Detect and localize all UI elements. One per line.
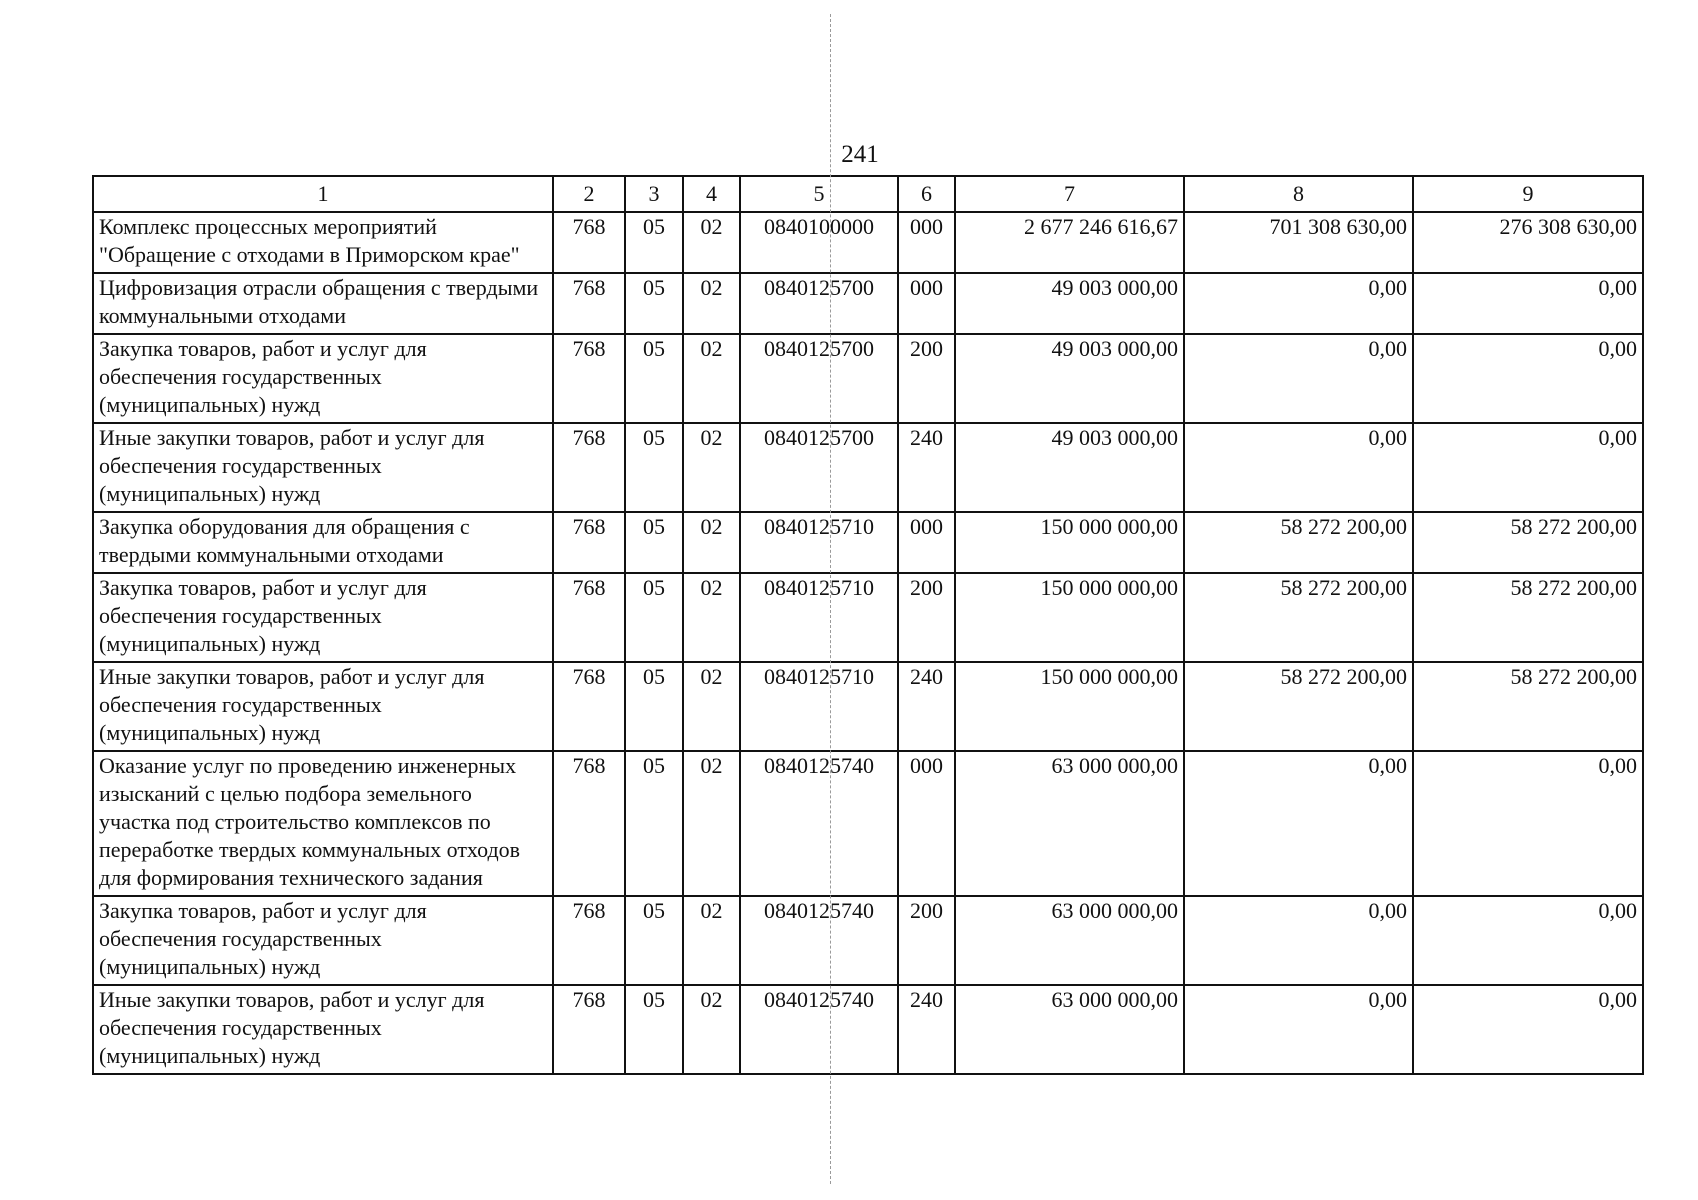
ministry-code: 768: [553, 212, 625, 273]
table-row: [93, 662, 1643, 751]
expense-type-code: 000: [898, 512, 955, 573]
expense-type-code: 000: [898, 751, 955, 896]
amount-col-9: 0,00: [1413, 896, 1643, 985]
target-article-code: 0840125710: [740, 512, 898, 573]
ministry-code: 768: [553, 751, 625, 896]
column-header: 3: [625, 176, 683, 212]
amount-col-9: 0,00: [1413, 334, 1643, 423]
target-article-code: 0840125740: [740, 751, 898, 896]
section-code: 05: [625, 662, 683, 751]
section-code: 05: [625, 512, 683, 573]
target-article-code: 0840100000: [740, 212, 898, 273]
item-name: Цифровизация отрасли обращения с твердыми коммунальными отходами: [93, 273, 553, 334]
amount-col-8: 0,00: [1184, 273, 1413, 334]
subsection-code: 02: [683, 423, 740, 512]
amount-col-7: 150 000 000,00: [955, 573, 1184, 662]
column-header: 4: [683, 176, 740, 212]
amount-col-8: 0,00: [1184, 334, 1413, 423]
subsection-code: 02: [683, 273, 740, 334]
expense-type-code: 200: [898, 334, 955, 423]
table-row: [93, 334, 1643, 423]
column-header: 6: [898, 176, 955, 212]
amount-col-7: 63 000 000,00: [955, 751, 1184, 896]
subsection-code: 02: [683, 985, 740, 1074]
item-name: Закупка товаров, работ и услуг для обеспечения государственных (муниципальных) нужд: [93, 896, 553, 985]
expense-type-code: 200: [898, 896, 955, 985]
amount-col-7: 63 000 000,00: [955, 985, 1184, 1074]
subsection-code: 02: [683, 662, 740, 751]
section-code: 05: [625, 423, 683, 512]
amount-col-9: 0,00: [1413, 751, 1643, 896]
amount-col-9: 0,00: [1413, 273, 1643, 334]
amount-col-9: 0,00: [1413, 423, 1643, 512]
expense-type-code: 240: [898, 985, 955, 1074]
amount-col-8: 0,00: [1184, 985, 1413, 1074]
expense-type-code: 000: [898, 212, 955, 273]
table-row: [93, 573, 1643, 662]
amount-col-7: 49 003 000,00: [955, 423, 1184, 512]
amount-col-9: 58 272 200,00: [1413, 512, 1643, 573]
expense-type-code: 000: [898, 273, 955, 334]
amount-col-8: 58 272 200,00: [1184, 573, 1413, 662]
table-row: [93, 512, 1643, 573]
section-code: 05: [625, 751, 683, 896]
table-row: [93, 273, 1643, 334]
target-article-code: 0840125740: [740, 896, 898, 985]
subsection-code: 02: [683, 751, 740, 896]
ministry-code: 768: [553, 512, 625, 573]
section-code: 05: [625, 334, 683, 423]
amount-col-9: 58 272 200,00: [1413, 573, 1643, 662]
amount-col-9: 58 272 200,00: [1413, 662, 1643, 751]
amount-col-8: 58 272 200,00: [1184, 512, 1413, 573]
amount-col-7: 63 000 000,00: [955, 896, 1184, 985]
amount-col-9: 0,00: [1413, 985, 1643, 1074]
item-name: Закупка товаров, работ и услуг для обеспечения государственных (муниципальных) нужд: [93, 573, 553, 662]
page-number: 241: [841, 141, 879, 168]
amount-col-8: 701 308 630,00: [1184, 212, 1413, 273]
section-code: 05: [625, 985, 683, 1074]
section-code: 05: [625, 212, 683, 273]
fold-line: [830, 14, 831, 1184]
item-name: Иные закупки товаров, работ и услуг для обеспечения государственных (муниципальных) нужд: [93, 662, 553, 751]
column-header: 2: [553, 176, 625, 212]
target-article-code: 0840125740: [740, 985, 898, 1074]
section-code: 05: [625, 896, 683, 985]
target-article-code: 0840125710: [740, 573, 898, 662]
ministry-code: 768: [553, 896, 625, 985]
table-row: [93, 985, 1643, 1074]
item-name: Комплекс процессных мероприятий "Обращение с отходами в Приморском крае": [93, 212, 553, 273]
amount-col-7: 2 677 246 616,67: [955, 212, 1184, 273]
target-article-code: 0840125700: [740, 273, 898, 334]
column-header: 9: [1413, 176, 1643, 212]
column-header: 7: [955, 176, 1184, 212]
subsection-code: 02: [683, 573, 740, 662]
budget-table: [92, 175, 1644, 1075]
subsection-code: 02: [683, 512, 740, 573]
column-header: 1: [93, 176, 553, 212]
expense-type-code: 240: [898, 423, 955, 512]
amount-col-7: 49 003 000,00: [955, 334, 1184, 423]
amount-col-7: 150 000 000,00: [955, 662, 1184, 751]
item-name: Закупка оборудования для обращения с твердыми коммунальными отходами: [93, 512, 553, 573]
amount-col-8: 0,00: [1184, 423, 1413, 512]
item-name: Иные закупки товаров, работ и услуг для обеспечения государственных (муниципальных) нужд: [93, 985, 553, 1074]
expense-type-code: 200: [898, 573, 955, 662]
table-row: [93, 423, 1643, 512]
table-row: [93, 212, 1643, 273]
column-header: 8: [1184, 176, 1413, 212]
section-code: 05: [625, 273, 683, 334]
item-name: Закупка товаров, работ и услуг для обеспечения государственных (муниципальных) нужд: [93, 334, 553, 423]
amount-col-8: 58 272 200,00: [1184, 662, 1413, 751]
item-name: Иные закупки товаров, работ и услуг для обеспечения государственных (муниципальных) нужд: [93, 423, 553, 512]
amount-col-9: 276 308 630,00: [1413, 212, 1643, 273]
ministry-code: 768: [553, 985, 625, 1074]
amount-col-8: 0,00: [1184, 751, 1413, 896]
ministry-code: 768: [553, 334, 625, 423]
amount-col-7: 49 003 000,00: [955, 273, 1184, 334]
section-code: 05: [625, 573, 683, 662]
ministry-code: 768: [553, 273, 625, 334]
amount-col-8: 0,00: [1184, 896, 1413, 985]
item-name: Оказание услуг по проведению инженерных изысканий с целью подбора земельного участка под строительство комплексов по переработке твердых коммунальных отходов для формирования технического задания: [93, 751, 553, 896]
ministry-code: 768: [553, 573, 625, 662]
expense-type-code: 240: [898, 662, 955, 751]
column-header: 5: [740, 176, 898, 212]
table-row: [93, 896, 1643, 985]
target-article-code: 0840125700: [740, 423, 898, 512]
subsection-code: 02: [683, 212, 740, 273]
target-article-code: 0840125700: [740, 334, 898, 423]
target-article-code: 0840125710: [740, 662, 898, 751]
ministry-code: 768: [553, 662, 625, 751]
table-header-row: [93, 176, 1643, 212]
subsection-code: 02: [683, 896, 740, 985]
subsection-code: 02: [683, 334, 740, 423]
table-row: [93, 751, 1643, 896]
amount-col-7: 150 000 000,00: [955, 512, 1184, 573]
ministry-code: 768: [553, 423, 625, 512]
